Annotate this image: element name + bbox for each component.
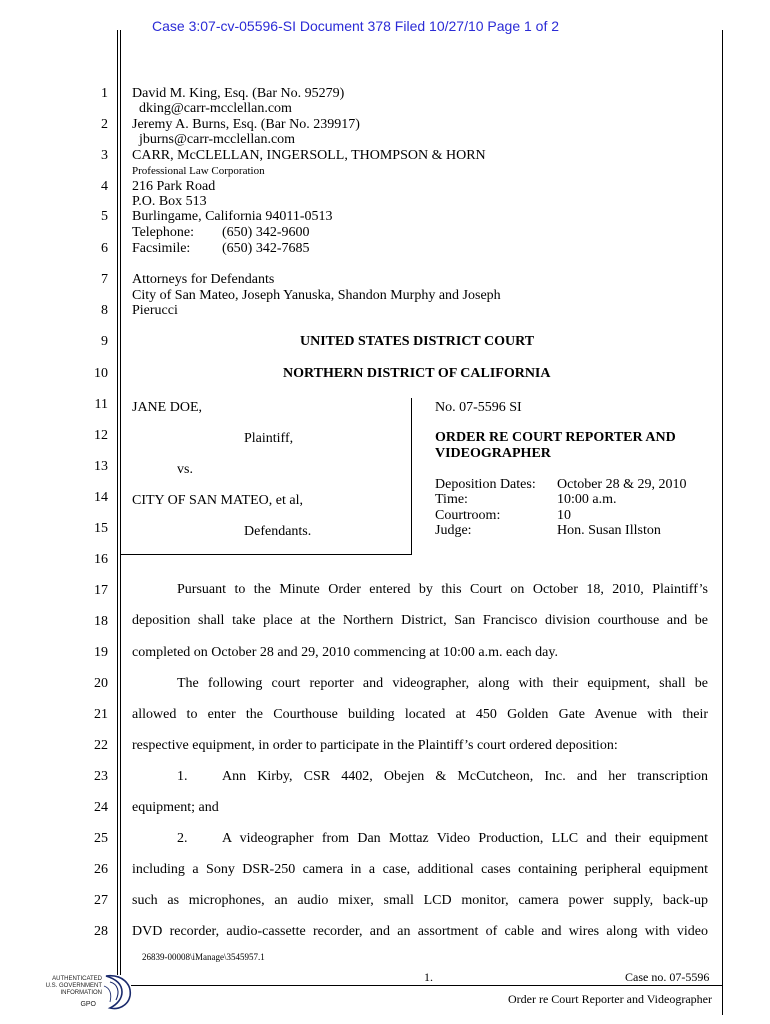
line-number: 17 [94, 583, 108, 598]
court-name: UNITED STATES DISTRICT COURT [300, 334, 535, 349]
body-line-28: DVD recorder, audio-cassette recorder, and an assortment of cable and wires along with video [132, 924, 708, 939]
line-number: 7 [101, 272, 108, 287]
line-number: 16 [94, 552, 108, 567]
line-number: 20 [94, 676, 108, 691]
body-line-18: deposition shall take place at the Northern District, San Francisco division courthouse and be [132, 613, 708, 628]
caption-underline [121, 554, 412, 555]
attorneys-for-line-3: Pierucci [132, 303, 178, 318]
line-number: 3 [101, 148, 108, 163]
line-number: 2 [101, 117, 108, 132]
seal-text-1: AUTHENTICATED [52, 976, 102, 982]
line-number: 23 [94, 769, 108, 784]
judge-label: Judge: [435, 523, 472, 538]
line-number: 6 [101, 241, 108, 256]
line-number: 5 [101, 209, 108, 224]
line-number: 21 [94, 707, 108, 722]
versus: vs. [177, 462, 193, 477]
line-number: 18 [94, 614, 108, 629]
eagle-icon [100, 972, 136, 1012]
case-header: Case 3:07-cv-05596-SI Document 378 Filed 10/27/10 Page 1 of 2 [152, 18, 560, 34]
line-number: 24 [94, 800, 108, 815]
line-number: 9 [101, 334, 108, 349]
line-number: 4 [101, 179, 108, 194]
order-title-line-1: ORDER RE COURT REPORTER AND [435, 430, 676, 445]
item-1-number: 1. [177, 769, 188, 784]
body-line-25: A videographer from Dan Mottaz Video Production, LLC and their equipment [222, 831, 708, 846]
footer-case-number: Case no. 07-5596 [625, 970, 710, 984]
counsel-line-2: Jeremy A. Burns, Esq. (Bar No. 239917) [132, 117, 360, 132]
left-margin-rule-outer [117, 30, 118, 975]
facsimile-value: (650) 342-7685 [222, 241, 310, 256]
document-id: 26839-00008\iManage\3545957.1 [142, 952, 265, 962]
body-line-23: Ann Kirby, CSR 4402, Obejen & McCutcheon, Inc. and her transcription [222, 769, 708, 784]
firm-address-2: P.O. Box 513 [132, 194, 207, 209]
seal-text-3: INFORMATION [60, 990, 102, 996]
line-number: 10 [94, 366, 108, 381]
case-number: No. 07-5596 SI [435, 400, 522, 415]
time-value: 10:00 a.m. [557, 492, 617, 507]
deposition-dates-value: October 28 & 29, 2010 [557, 477, 687, 492]
line-number: 26 [94, 862, 108, 877]
body-line-21: allowed to enter the Courthouse building located at 450 Golden Gate Avenue with their [132, 707, 708, 722]
caption-divider [411, 398, 412, 554]
courtroom-value: 10 [557, 508, 571, 523]
attorneys-for-line-2: City of San Mateo, Joseph Yanuska, Shandon Murphy and Joseph [132, 288, 501, 303]
footer-rule [131, 985, 723, 986]
defendant-role: Defendants. [244, 524, 312, 539]
facsimile-label: Facsimile: [132, 241, 191, 256]
order-title-line-2: VIDEOGRAPHER [435, 446, 551, 461]
line-number: 22 [94, 738, 108, 753]
seal-text-4: GPO [80, 1001, 96, 1008]
firm-address-1: 216 Park Road [132, 179, 216, 194]
firm-address-3: Burlingame, California 94011-0513 [132, 209, 333, 224]
plaintiff-role: Plaintiff, [244, 431, 294, 446]
page-number: 1. [424, 970, 433, 984]
time-label: Time: [435, 492, 468, 507]
right-margin-rule [722, 30, 723, 1015]
line-number: 28 [94, 924, 108, 939]
left-margin-rule-inner [120, 30, 121, 975]
footer-title: Order re Court Reporter and Videographer [508, 992, 712, 1006]
counsel-email-1: dking@carr-mcclellan.com [139, 101, 292, 116]
line-number: 13 [94, 459, 108, 474]
item-2-number: 2. [177, 831, 188, 846]
line-number: 11 [94, 397, 108, 412]
deposition-dates-label: Deposition Dates: [435, 477, 536, 492]
judge-value: Hon. Susan Illston [557, 523, 661, 538]
line-number: 27 [94, 893, 108, 908]
firm-name: CARR, McCLELLAN, INGERSOLL, THOMPSON & HORN [132, 148, 486, 163]
line-number: 12 [94, 428, 108, 443]
telephone-label: Telephone: [132, 225, 194, 240]
counsel-email-2: jburns@carr-mcclellan.com [139, 132, 296, 147]
seal-text-2: U.S. GOVERNMENT [45, 983, 102, 989]
line-number: 15 [94, 521, 108, 536]
body-line-17: Pursuant to the Minute Order entered by this Court on October 18, 2010, Plaintiff’s [177, 582, 708, 597]
body-line-20: The following court reporter and videographer, along with their equipment, shall be [177, 676, 708, 691]
body-line-24: equipment; and [132, 800, 219, 815]
court-district: NORTHERN DISTRICT OF CALIFORNIA [283, 366, 551, 381]
courtroom-label: Courtroom: [435, 508, 501, 523]
line-number: 8 [101, 303, 108, 318]
body-line-26: including a Sony DSR-250 camera in a case, additional cases containing peripheral equipment [132, 862, 708, 877]
attorneys-for-line-1: Attorneys for Defendants [132, 272, 275, 287]
body-line-27: such as microphones, an audio mixer, small LCD monitor, camera power supply, back-up [132, 893, 708, 908]
line-number: 25 [94, 831, 108, 846]
firm-subtitle: Professional Law Corporation [132, 165, 265, 177]
body-line-22: respective equipment, in order to participate in the Plaintiff’s court ordered deposition: [132, 738, 618, 753]
telephone-value: (650) 342-9600 [222, 225, 310, 240]
plaintiff-name: JANE DOE, [132, 400, 202, 415]
line-number: 1 [101, 86, 108, 101]
counsel-line-1: David M. King, Esq. (Bar No. 95279) [132, 86, 345, 101]
gpo-authentication-seal [44, 972, 134, 1014]
body-line-19: completed on October 28 and 29, 2010 commencing at 10:00 a.m. each day. [132, 645, 558, 660]
line-number: 14 [94, 490, 108, 505]
defendant-name: CITY OF SAN MATEO, et al, [132, 493, 303, 508]
line-number: 19 [94, 645, 108, 660]
